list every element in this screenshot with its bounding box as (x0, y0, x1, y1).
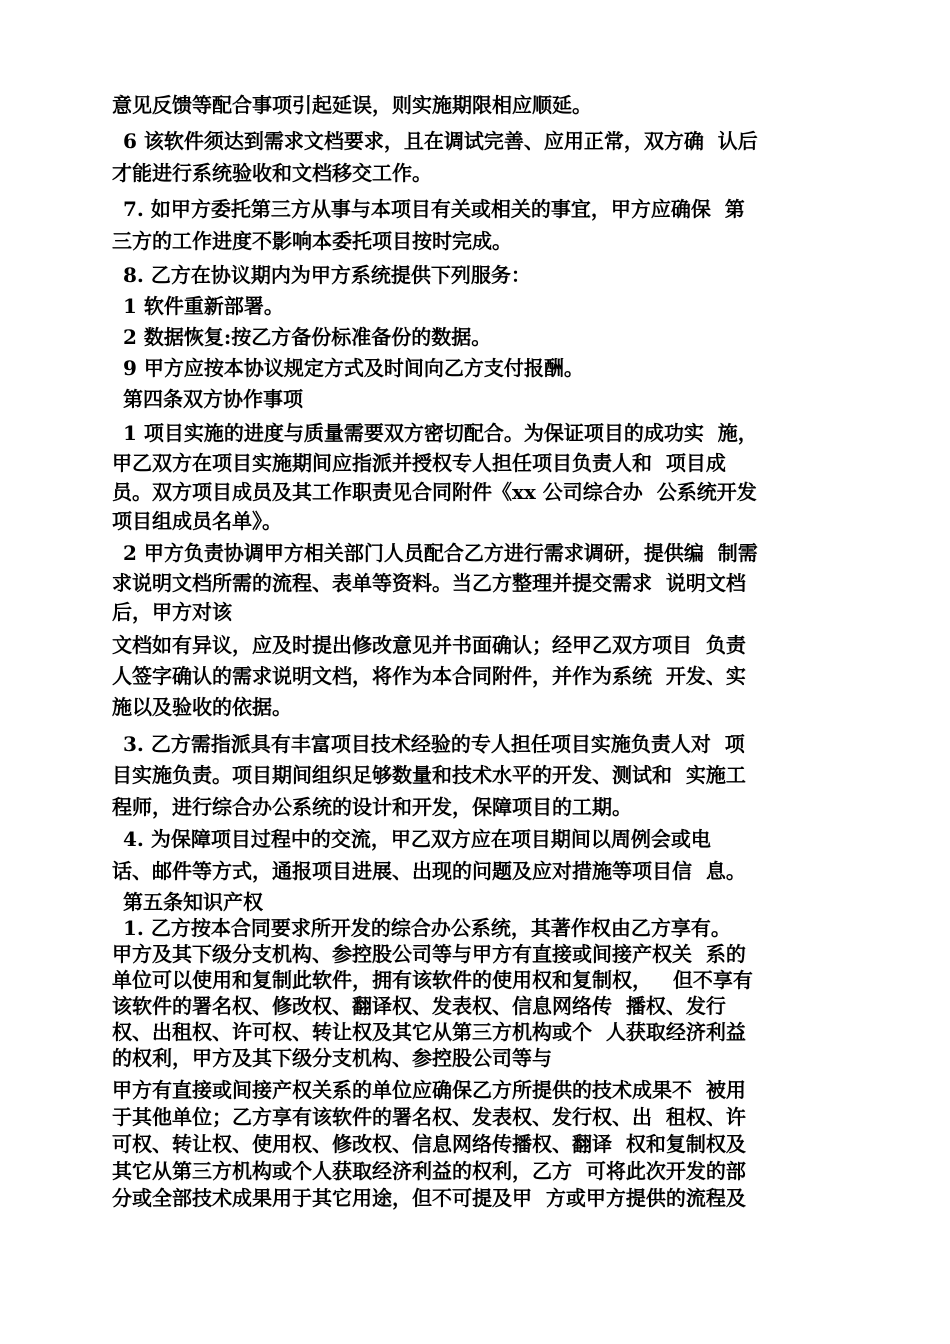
text-line: 文档如有异议，应及时提出修改意见并书面确认；经甲乙双方项目 负责 (112, 633, 746, 657)
text-line: 员。双方项目成员及其工作职责见合同附件《xx 公司综合办 公系统开发 (112, 480, 757, 504)
text-line: 甲方及其下级分支机构、参控股公司等与甲方有直接或间接产权关 系的 (112, 942, 746, 966)
text-line: 9 甲方应按本协议规定方式及时间向乙方支付报酬。 (123, 356, 584, 380)
text-line: 7. 如甲方委托第三方从事与本项目有关或相关的事宜，甲方应确保 第 (123, 197, 745, 221)
text-line: 目实施负责。项目期间组织足够数量和技术水平的开发、测试和 实施工 (112, 763, 746, 787)
text-line: 2 数据恢复:按乙方备份标准备份的数据。 (123, 325, 492, 349)
text-line: 3. 乙方需指派具有丰富项目技术经验的专人担任项目实施负责人对 项 (123, 732, 745, 756)
text-line: 意见反馈等配合事项引起延误，则实施期限相应顺延。 (112, 93, 592, 117)
text-line: 4. 为保障项目过程中的交流，甲乙双方应在项目期间以周例会或电 (123, 827, 711, 851)
text-line: 权、出租权、许可权、转让权及其它从第三方机构或个 人获取经济利益 (112, 1020, 746, 1044)
text-line: 单位可以使用和复制此软件，拥有该软件的使用权和复制权， 但不享有 (112, 968, 753, 992)
text-line: 甲乙双方在项目实施期间应指派并授权专人担任项目负责人和 项目成 (112, 451, 726, 475)
text-line: 于其他单位；乙方享有该软件的署名权、发表权、发行权、出 租权、许 (112, 1105, 746, 1129)
text-line: 2 甲方负责协调甲方相关部门人员配合乙方进行需求调研，提供编 制需 (123, 541, 758, 565)
text-line: 1 软件重新部署。 (123, 294, 284, 318)
section-heading: 第四条双方协作事项 (123, 387, 303, 411)
text-line: 后，甲方对该 (112, 600, 232, 624)
text-line: 人签字确认的需求说明文档，将作为本合同附件，并作为系统 开发、实 (112, 664, 746, 688)
text-line: 项目组成员名单》。 (112, 509, 282, 533)
text-line: 话、邮件等方式，通报项目进展、出现的问题及应对措施等项目信 息。 (112, 859, 746, 883)
section-heading: 第五条知识产权 (123, 890, 263, 914)
text-line: 该软件的署名权、修改权、翻译权、发表权、信息网络传 播权、发行 (112, 994, 726, 1018)
text-line: 甲方有直接或间接产权关系的单位应确保乙方所提供的技术成果不 被用 (112, 1078, 746, 1102)
text-line: 6 该软件须达到需求文档要求，且在调试完善、应用正常，双方确 认后 (123, 129, 758, 153)
text-line: 1. 乙方按本合同要求所开发的综合办公系统，其著作权由乙方享有。 (123, 916, 731, 940)
text-line: 程师，进行综合办公系统的设计和开发，保障项目的工期。 (112, 795, 632, 819)
text-line: 可权、转让权、使用权、修改权、信息网络传播权、翻译 权和复制权及 (112, 1132, 746, 1156)
text-line: 其它从第三方机构或个人获取经济利益的权利，乙方 可将此次开发的部 (112, 1159, 746, 1183)
text-line: 8. 乙方在协议期内为甲方系统提供下列服务： (123, 263, 531, 287)
text-line: 分或全部技术成果用于其它用途，但不可提及甲 方或甲方提供的流程及 (112, 1186, 746, 1210)
text-line: 三方的工作进度不影响本委托项目按时完成。 (112, 229, 512, 253)
text-line: 1 项目实施的进度与质量需要双方密切配合。为保证项目的成功实 施， (123, 421, 758, 445)
text-line: 求说明文档所需的流程、表单等资料。当乙方整理并提交需求 说明文档 (112, 571, 746, 595)
text-line: 才能进行系统验收和文档移交工作。 (112, 161, 432, 185)
text-line: 施以及验收的依据。 (112, 695, 292, 719)
text-line: 的权利，甲方及其下级分支机构、参控股公司等与 (112, 1046, 552, 1070)
